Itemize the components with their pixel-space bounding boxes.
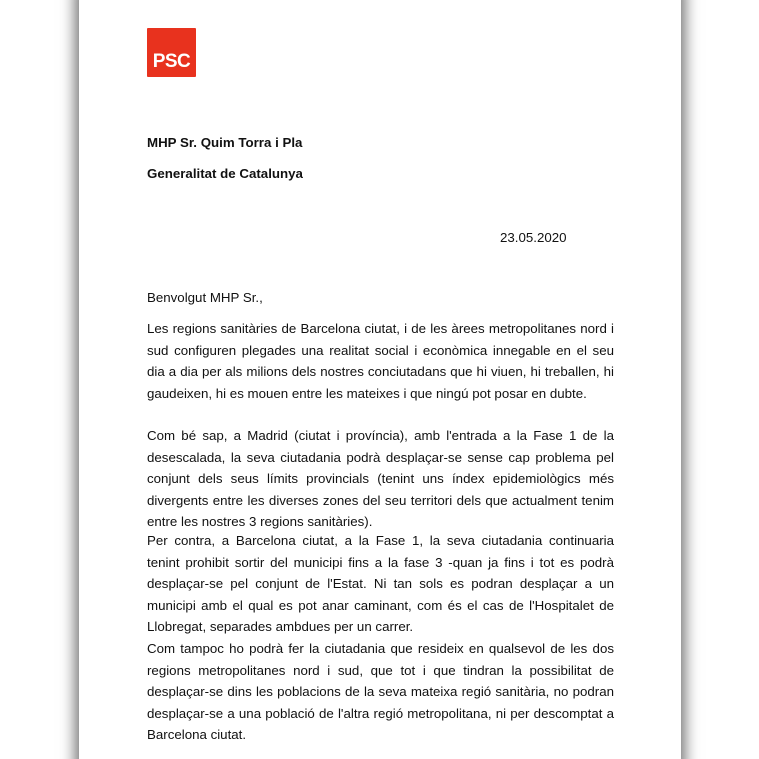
logo-text: PSC — [152, 51, 191, 72]
body-paragraph: Com bé sap, a Madrid (ciutat i província), amb l'entrada a la Fase 1 de la desescalada, la seva ciutadania podrà desplaçar-se sense cap problema pel conjunt dels seus límits provincials (tenint uns índex epidemiològics més divergents entre les diverses zones del seu territori dels que actualment tenim entre les nostres 3 regions sanitàries). — [147, 428, 614, 529]
psc-logo — [147, 28, 196, 77]
recipient-organization: Generalitat de Catalunya — [147, 166, 303, 181]
salutation: Benvolgut MHP Sr., — [147, 290, 263, 305]
letter-date: 23.05.2020 — [500, 230, 567, 245]
body-paragraph: Per contra, a Barcelona ciutat, a la Fase 1, la seva ciutadania continuaria tenint prohibit sortir del municipi fins a la fase 3 -quan ja fins i tot es podrà desplaçar-se pel conjunt de l'Estat. Ni tan sols es podran desplaçar a un municipi amb el qual es pot anar caminant, com és el cas de l'Hospitalet de Llobregat, separades ambdues per un carrer. — [147, 533, 614, 634]
body-paragraph: Com tampoc ho podrà fer la ciutadania que resideix en qualsevol de les dos regions metropolitanes nord i sud, que tot i que tindran la possibilitat de desplaçar-se dins les poblacions de la seva mateixa regió sanitària, no podran desplaçar-se a una població de l'altra regió metropolitana, ni per descomptat a Barcelona ciutat. — [147, 641, 614, 742]
body-paragraph: Les regions sanitàries de Barcelona ciutat, i de les àrees metropolitanes nord i sud configuren plegades una realitat social i econòmica innegable en el seu dia a dia per als milions dels nostres conciutadans que hi viuen, hi treballen, hi gaudeixen, hi es mouen entre les mateixes i que ningú pot posar en dubte. — [147, 321, 614, 401]
recipient-name: MHP Sr. Quim Torra i Pla — [147, 135, 303, 150]
